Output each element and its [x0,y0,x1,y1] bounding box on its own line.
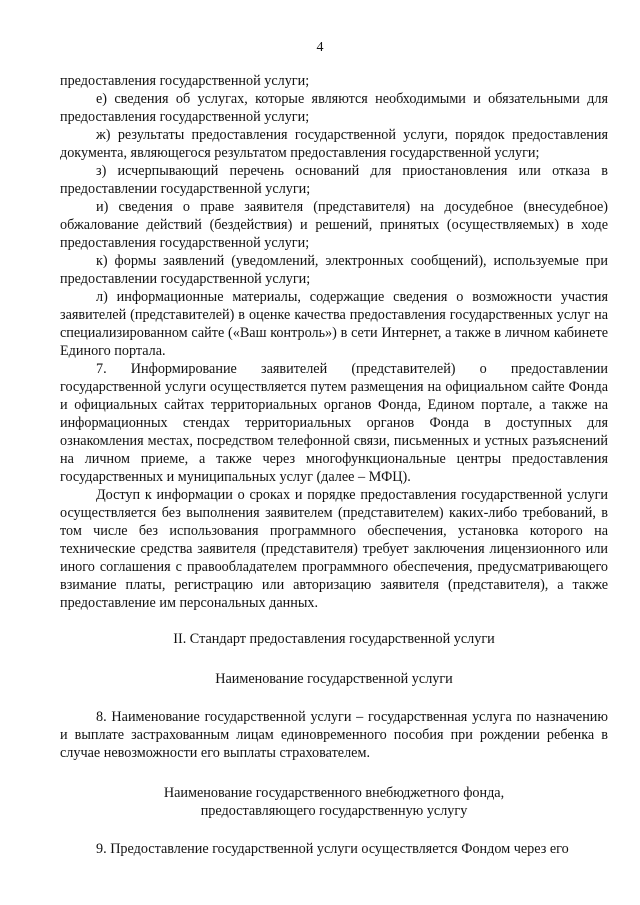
section-heading: II. Стандарт предоставления государственной услуги [173,631,495,647]
list-item-z: з) исчерпывающий перечень оснований для приостановления или отказа в предоставлении государственной услуги; [60,163,608,197]
page-number: 4 [316,40,324,55]
subheading-fund-line-1: Наименование государственного внебюджетного фонда, [163,785,505,801]
subheading-service-name: Наименование государственной услуги [215,671,453,687]
list-item-k: к) формы заявлений (уведомлений, электронных сообщений), используемые при предоставлении государственной услуги; [60,253,608,287]
list-item-i: и) сведения о праве заявителя (представителя) на досудебное (внесудебное) обжалование действий (бездействия) и решений, принятых (осуществляемых) в ходе предоставления государственной услуги; [60,199,608,251]
clause-7: 7. Информирование заявителей (представителей) о предоставлении государственной услуги осуществляется путем размещения на официальном сайте Фонда и официальных сайтах территориальных органов Фонда, Едином портале, а также на информационных стендах территориальных органов Фонда в доступных для ознакомления местах, посредством телефонной связи, письменных и устных разъяснений на личном приеме, а также через многофункциональные центры предоставления государственных и муниципальных услуг (далее – МФЦ). [60,361,608,485]
list-item-e: е) сведения об услугах, которые являются необходимыми и обязательными для предоставления государственной услуги; [60,91,608,125]
access-paragraph: Доступ к информации о сроках и порядке предоставления государственной услуги осуществляется без выполнения заявителем (представителем) каких-либо требований, в том числе без использования программного обеспечения, установка которого на технические средства заявителя (представителя) требует заключения лицензионного или иного соглашения с правообладателем программного обеспечения, предусматривающего взимание платы, регистрацию или авторизацию заявителя (представителя), а также предоставление им персональных данных. [60,487,608,611]
list-item-zh: ж) результаты предоставления государственной услуги, порядок предоставления документа, являющегося результатом предоставления государственной услуги; [60,127,608,161]
clause-9: 9. Предоставление государственной услуги осуществляется Фондом через его [96,841,569,857]
list-item-l: л) информационные материалы, содержащие сведения о возможности участия заявителей (представителей) в оценке качества предоставления государственных услуг на специализированном сайте («Ваш контроль») в сети Интернет, а также в личном кабинете Единого портала. [60,289,608,359]
clause-8: 8. Наименование государственной услуги – государственная услуга по назначению и выплате застрахованным лицам единовременного пособия при рождении ребенка в случае невозможности его выплаты страхователем. [60,709,608,761]
paragraph-continuation: предоставления государственной услуги; [60,73,310,89]
document-body [60,72,608,858]
subheading-fund-line-2: предоставляющего государственную услугу [200,803,468,819]
